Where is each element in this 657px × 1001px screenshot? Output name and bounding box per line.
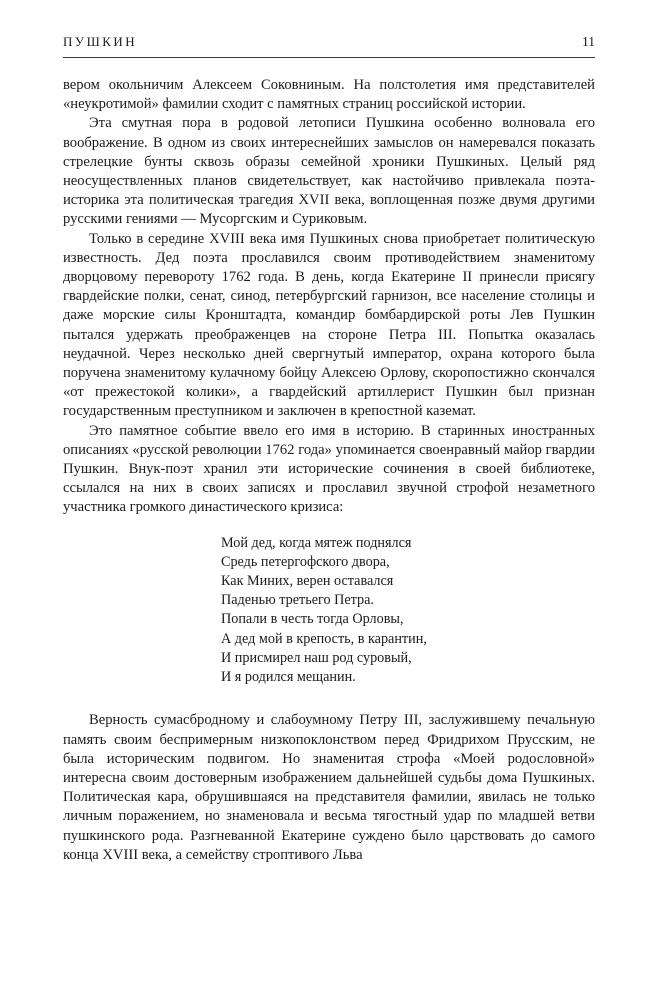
header-rule: [63, 57, 595, 58]
poem-line: Мой дед, когда мятеж поднялся: [221, 534, 412, 551]
page-body: [63, 76, 595, 865]
poem-line: Попали в честь тогда Орловы,: [221, 611, 404, 628]
poem-line: Средь петергофского двора,: [221, 553, 390, 570]
poem-line: Паденью третьего Петра.: [221, 592, 374, 609]
paragraph: Эта смутная пора в родовой летописи Пушкина особенно волновала его воображение. В одном из своих интереснейших замыслов он намеревался показать стрелецкие бунты сквозь образы семейной хроники Пушкиных. Целый ряд неосуществленных планов свидетельствует, как настойчиво привлекала поэта-историка эта политическая трагедия XVII века, воплощенная позже двумя другими русскими гениями — Мусоргским и Суриковым.: [63, 115, 595, 228]
poem-line: И я родился мещанин.: [221, 669, 356, 686]
poem-block: [221, 534, 595, 688]
page-header: [63, 34, 595, 57]
poem-line: И присмирел наш род суровый,: [221, 649, 412, 666]
page-number: 11: [582, 34, 595, 49]
poem-line: А дед мой в крепость, в карантин,: [221, 630, 427, 647]
paragraph: Это памятное событие ввело его имя в историю. В старинных иностранных описаниях «русской революции 1762 года» упоминается своенравный майор гвардии Пушкин. Внук-поэт хранил эти исторические сочинения в своей библиотеке, ссылался на них в своих записях и прославил звучной строфой незаметного участника громкого династического кризиса:: [63, 422, 595, 516]
running-title: ПУШКИН: [63, 34, 138, 49]
paragraph: Верность сумасбродному и слабоумному Петру III, заслужившему печальную память своим беспримерным низкопоклонством перед Фридрихом Прусским, не была историческим подвигом. Но знаменитая строфа «Моей родословной» интересна своим достоверным изображением дальнейшей судьбы дома Пушкиных. Политическая кара, обрушившаяся на представителя фамилии, явилась не только личным поражением, но знаменовала и весьма тягостный удар по младшей ветви пушкинского рода. Разгневанной Екатерине суждено было царствовать до самого конца XVIII века, а семейству строптивого Льва: [63, 712, 595, 863]
paragraph: Только в середине XVIII века имя Пушкиных снова приобретает политическую известность. Дед поэта прославился своим противодействием знаменитому дворцовому перевороту 1762 года. В день, когда Екатерине II принесли присягу гвардейские полки, сенат, синод, петербургский гарнизон, все население столицы и даже морские силы Кронштадта, командир бомбардирской роты Лев Пушкин пытался удержать преображенцев на стороне Петра III. Попытка оказалась неудачной. Через несколько дней свергнутый император, охрана которого была поручена знаменитому кулачному бойцу Алексею Орлову, скоропостижно скончался «от прежестокой колики», а гвардейский артиллерист Пушкин был признан государственным преступником и заключен в крепостной каземат.: [63, 230, 595, 420]
poem-line: Как Миних, верен оставался: [221, 573, 394, 590]
paragraph: вером окольничим Алексеем Соковниным. На полстолетия имя представителей «неукротимой» фамилии сходит с памятных страниц российской истории.: [63, 77, 595, 113]
